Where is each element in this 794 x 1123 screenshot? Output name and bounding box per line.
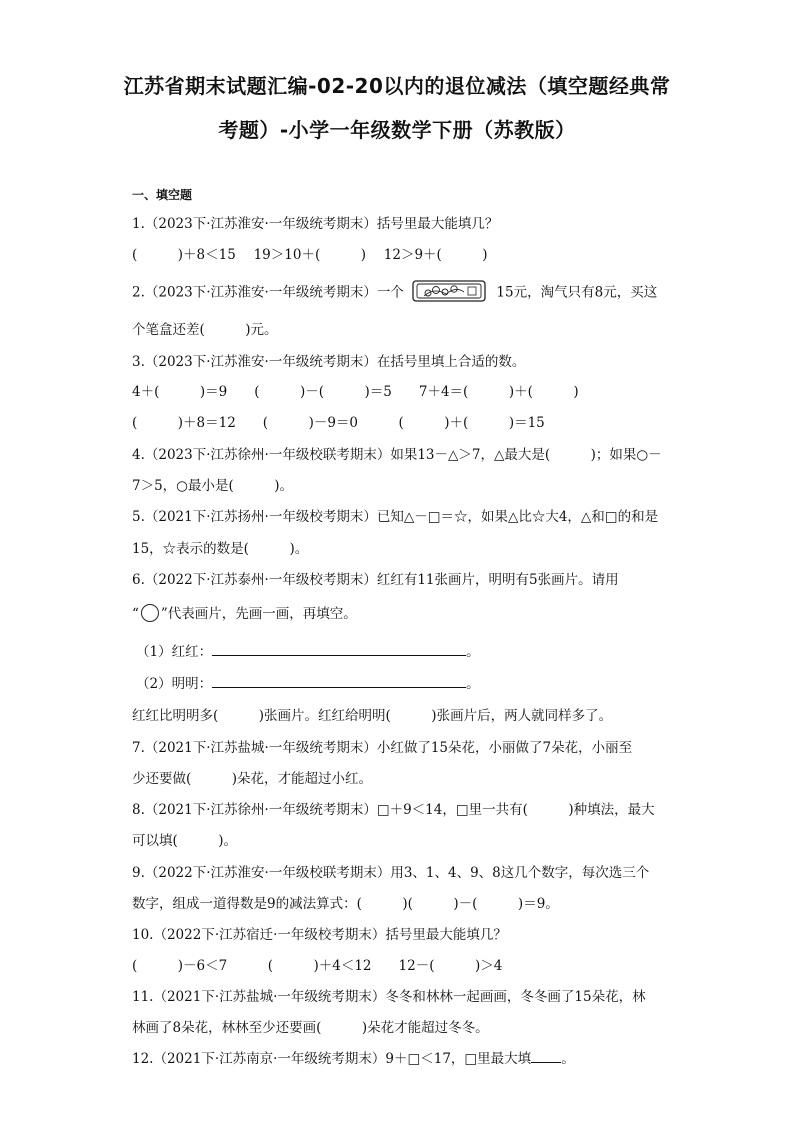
pencil-box-image [412, 278, 488, 304]
q3-row-1: 4＋( )＝9 ( )－( )＝5 7＋4＝( )＋( ) [132, 384, 579, 400]
circle-symbol-icon [141, 604, 159, 622]
answer-line [531, 1050, 561, 1063]
q12-text-pre: 12.（2021下·江苏南京·一年级统考期末）9＋□＜17，□里最大填 [132, 1051, 532, 1067]
q3-row-2: ( )＋8＝12 ( )－9＝0 ( )＋( )＝15 [132, 415, 545, 431]
q10-stem: 10.（2022下·江苏宿迁·一年级校考期末）括号里最大能填几？ [132, 927, 507, 943]
q6-line-2 [132, 602, 357, 624]
q7-line-1: 7.（2021下·江苏盐城·一年级统考期末）小红做了15朵花，小丽做了7朵花，小丽至 [132, 740, 633, 756]
q2-text-pre: 2.（2023下·江苏淮安·一年级统考期末）一个 [132, 284, 404, 301]
q6-line-1: 6.（2022下·江苏泰州·一年级校考期末）红红有11张画片，明明有5张画片。请用 [132, 572, 619, 588]
answer-line [212, 675, 466, 688]
q1-stem: 1.（2023下·江苏淮安·一年级统考期末）括号里最大能填几？ [132, 216, 499, 232]
q7-line-2: 少还要做( )朵花，才能超过小红。 [132, 771, 373, 787]
q6-sub-2-period: 。 [466, 676, 480, 692]
q2-line-2: 个笔盒还差( )元。 [132, 322, 278, 338]
answer-line [212, 643, 466, 656]
q12-text-post: 。 [561, 1051, 575, 1067]
q9-line-2: 数字，组成一道得数是9的减法算式：( )( )－( )＝9。 [132, 896, 559, 912]
q6-sub-1 [136, 640, 480, 660]
q11-line-2: 林画了8朵花，林林至少还要画( )朵花才能超过冬冬。 [132, 1020, 489, 1036]
q6-quote-open: “ [132, 606, 139, 622]
q6-sub-1-label: （1）红红： [136, 644, 213, 660]
q4-line-2: 7＞5，○最小是( )。 [132, 478, 293, 494]
q6-line-2-text: ”代表画片，先画一画，再填空。 [160, 606, 357, 622]
title-line-2: 考题）-小学一年级数学下册（苏教版） [218, 118, 576, 142]
q12-line [132, 1047, 575, 1067]
q11-line-1: 11.（2021下·江苏盐城·一年级统考期末）冬冬和林林一起画画，冬冬画了15朵花，林 [132, 989, 646, 1005]
document-title [60, 64, 734, 152]
q6-sub-1-period: 。 [466, 644, 480, 660]
section-heading: 一、填空题 [132, 188, 193, 202]
q8-line-2: 可以填( )。 [132, 833, 238, 849]
q4-line-1: 4.（2023下·江苏徐州·一年级校联考期末）如果13－△＞7，△最大是( )；如果○－ [132, 447, 662, 463]
q6-sub-2-label: （2）明明： [136, 676, 213, 692]
q5-line-1: 5.（2021下·江苏扬州·一年级校考期末）已知△－□＝☆，如果△比☆大4，△和□的和是 [132, 509, 659, 525]
q9-line-1: 9.（2022下·江苏淮安·一年级校联考期末）用3、1、4、9、8这几个数字，每次选三个 [132, 865, 650, 881]
q6-last: 红红比明明多( )张画片。红红给明明( )张画片后，两人就同样多了。 [132, 708, 613, 724]
q2-line-1 [132, 280, 657, 306]
q8-line-1: 8.（2021下·江苏徐州·一年级统考期末）□＋9＜14，□里一共有( )种填法，最大 [132, 802, 655, 818]
q3-stem: 3.（2023下·江苏淮安·一年级统考期末）在括号里填上合适的数。 [132, 354, 526, 370]
q1-expression: ( )＋8＜15 19＞10＋( ) 12＞9＋( ) [132, 247, 488, 263]
title-line-1: 江苏省期末试题汇编-02-20以内的退位减法（填空题经典常 [123, 74, 671, 98]
q10-expression: ( )－6＜7 ( )＋4＜12 12－( )＞4 [132, 958, 503, 974]
q6-sub-2 [136, 672, 480, 692]
q2-text-post: 15元，淘气只有8元，买这 [496, 284, 658, 301]
q5-line-2: 15，☆表示的数是( )。 [132, 541, 309, 557]
